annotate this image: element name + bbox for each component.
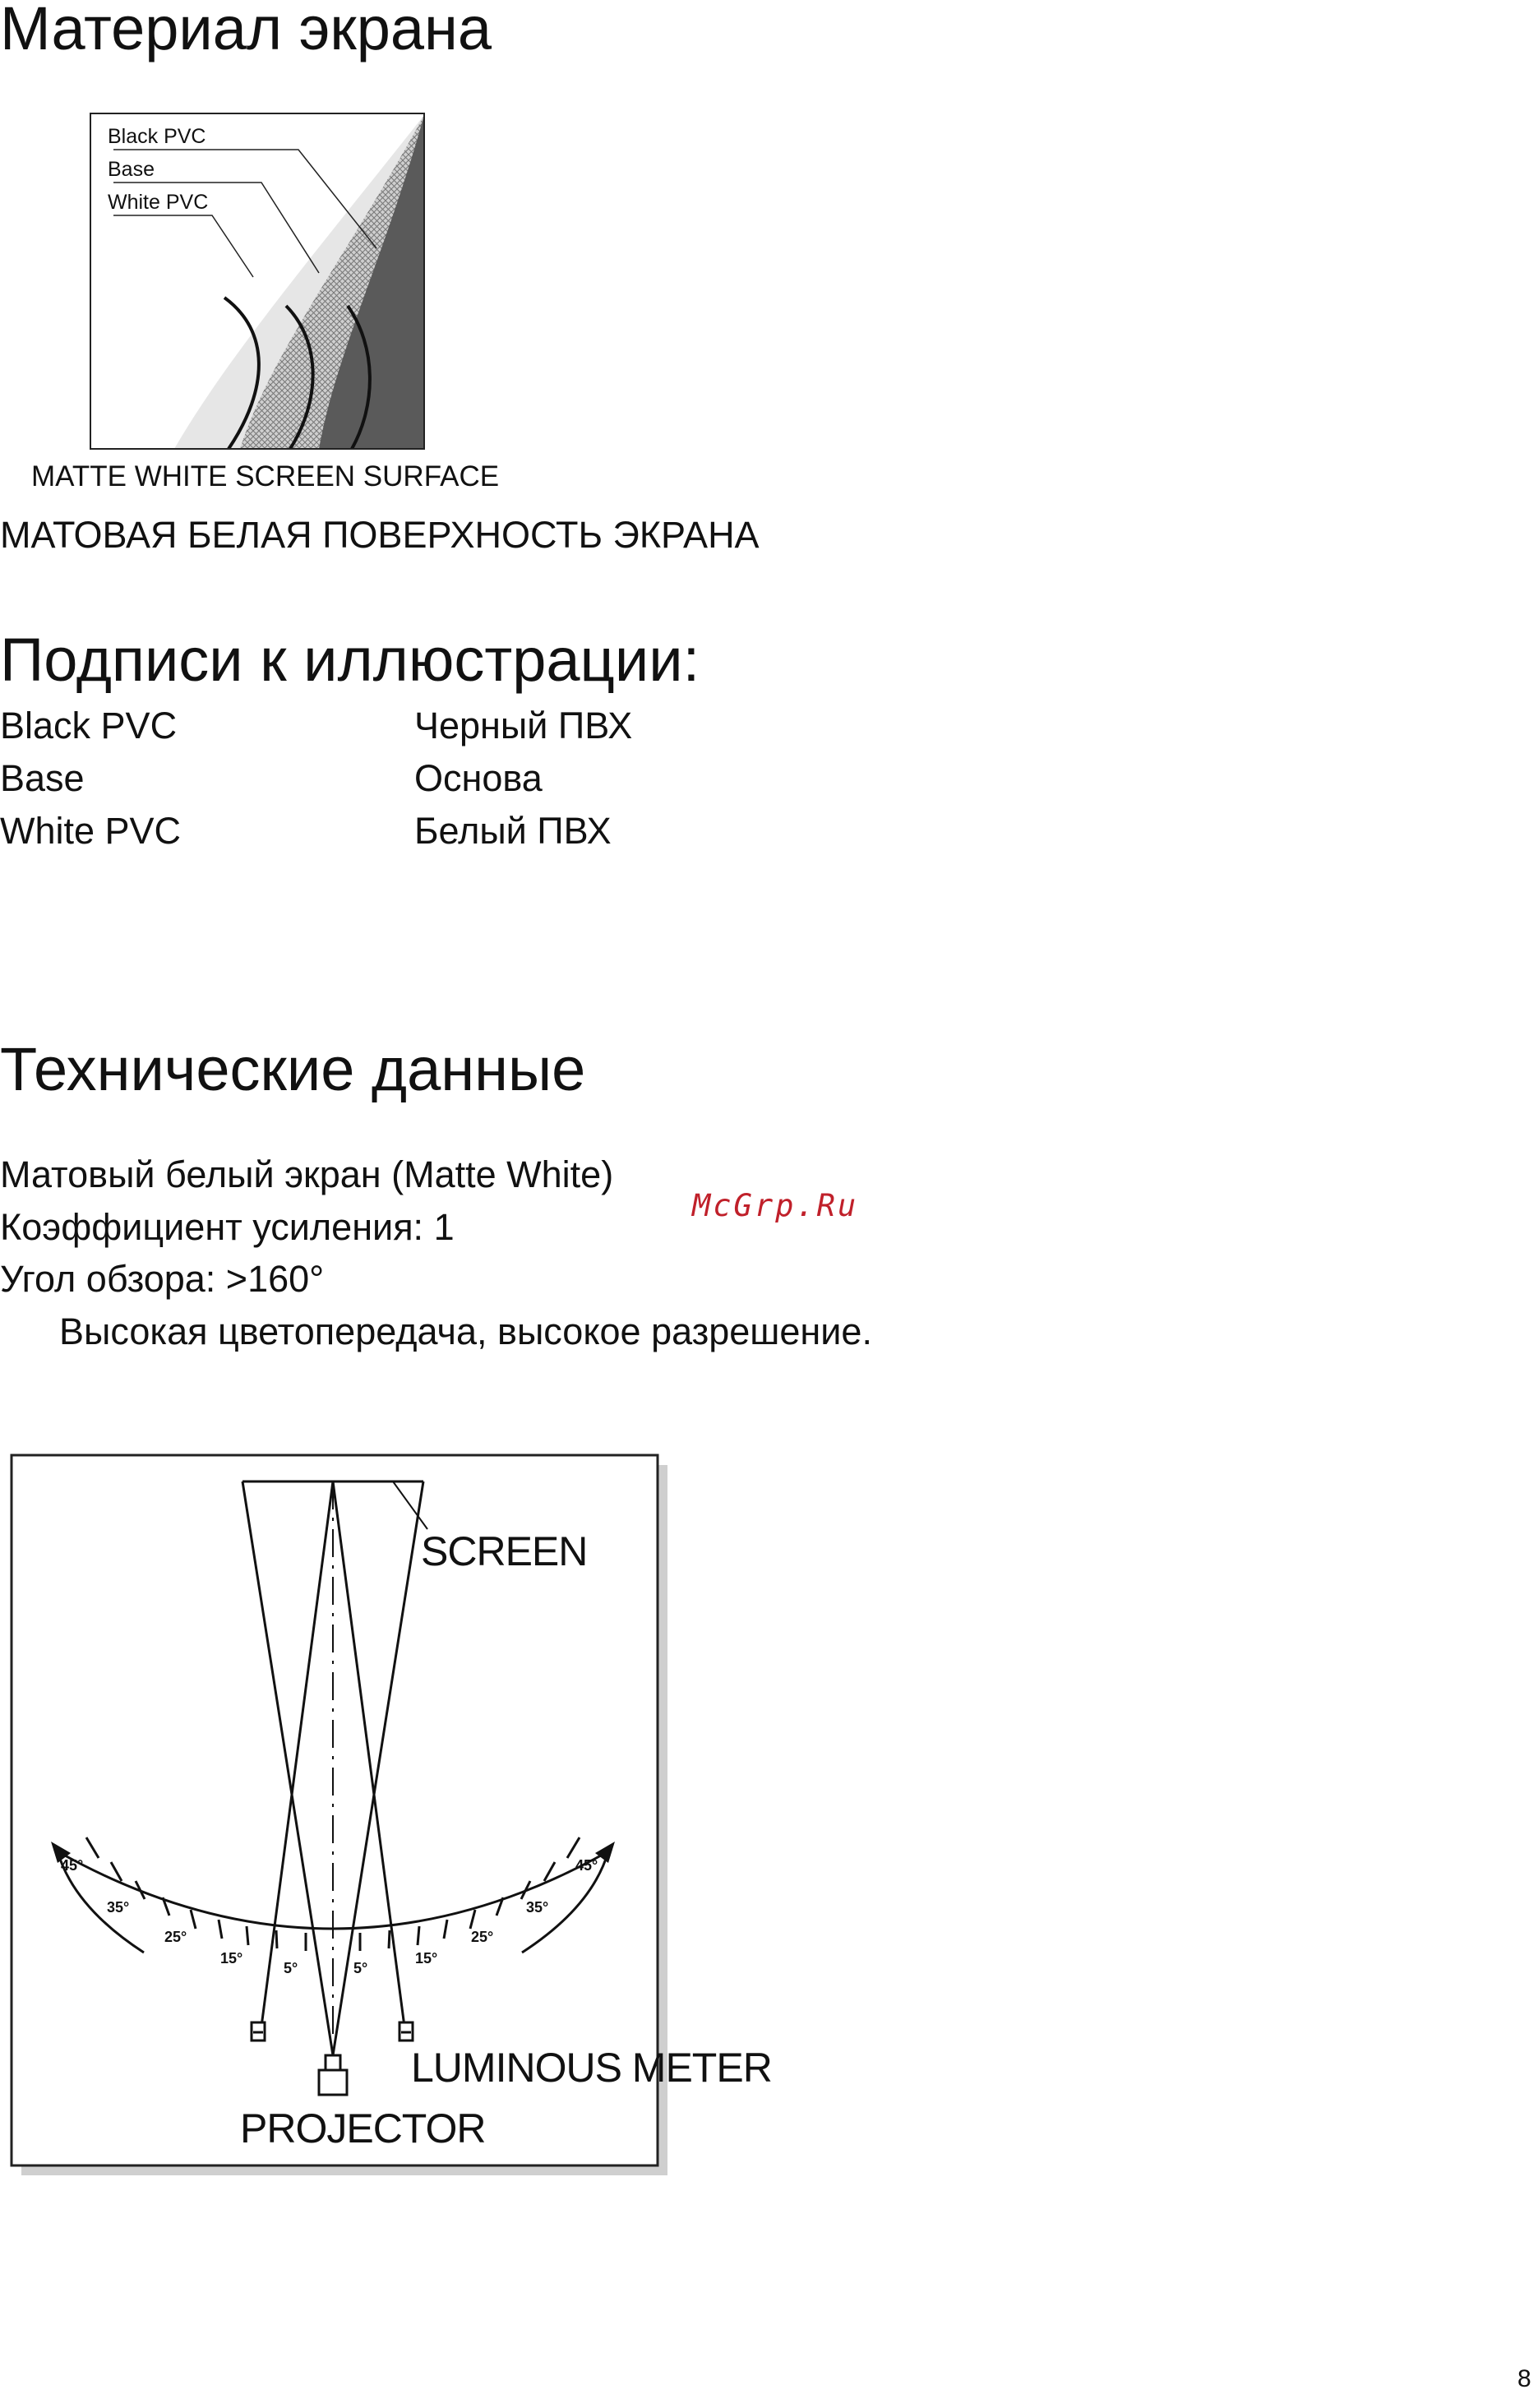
figure-label-white-pvc: White PVC [108, 191, 209, 214]
figure-label-black-pvc: Black PVC [108, 125, 206, 148]
legend-en-black-pvc: Black PVC [0, 705, 178, 746]
meter-icon-right [400, 2022, 413, 2041]
section-title-material: Материал экрана [0, 0, 492, 62]
angle-label-right-5: 5° [353, 1960, 368, 1976]
legend-en-base: Base [0, 757, 85, 799]
spec-line-angle: Угол обзора: >160° [0, 1258, 325, 1300]
angle-label-left-45: 45° [61, 1857, 84, 1874]
figure-caption-en: MATTE WHITE SCREEN SURFACE [31, 460, 500, 492]
angle-label-left-15: 15° [220, 1950, 243, 1967]
screen-label: SCREEN [421, 1528, 588, 1574]
figure-label-base: Base [108, 158, 155, 181]
projector-label: PROJECTOR [240, 2105, 486, 2151]
page-number: 8 [1517, 2365, 1531, 2392]
legend-en-white-pvc: White PVC [0, 810, 182, 852]
angle-label-right-15: 15° [415, 1950, 438, 1967]
spec-line-type: Матовый белый экран (Matte White) [0, 1153, 614, 1195]
angle-label-right-45: 45° [575, 1857, 598, 1874]
spec-line-quality: Высокая цветопередача, высокое разрешение. [59, 1310, 872, 1352]
spec-line-gain: Коэффициент усиления: 1 [0, 1206, 455, 1248]
angle-label-right-25: 25° [471, 1929, 494, 1945]
angle-label-left-5: 5° [284, 1960, 298, 1976]
luminous-meter-label: LUMINOUS METER [411, 2045, 772, 2091]
screen-layers-figure [23, 109, 516, 499]
angle-label-left-35: 35° [107, 1899, 130, 1916]
watermark: McGrp.Ru [692, 1188, 859, 1223]
angle-label-left-25: 25° [164, 1929, 187, 1945]
legend-ru-base: Основа [414, 757, 543, 799]
angle-label-right-35: 35° [526, 1899, 549, 1916]
figure-caption-ru: МАТОВАЯ БЕЛАЯ ПОВЕРХНОСТЬ ЭКРАНА [0, 514, 760, 556]
section-title-legend: Подписи к иллюстрации: [0, 626, 700, 694]
legend-ru-black-pvc: Черный ПВХ [414, 705, 633, 746]
section-title-specs: Технические данные [0, 1035, 586, 1103]
legend-ru-white-pvc: Белый ПВХ [414, 810, 612, 852]
viewing-angle-diagram [0, 1447, 830, 2203]
meter-icon-left [252, 2022, 265, 2041]
